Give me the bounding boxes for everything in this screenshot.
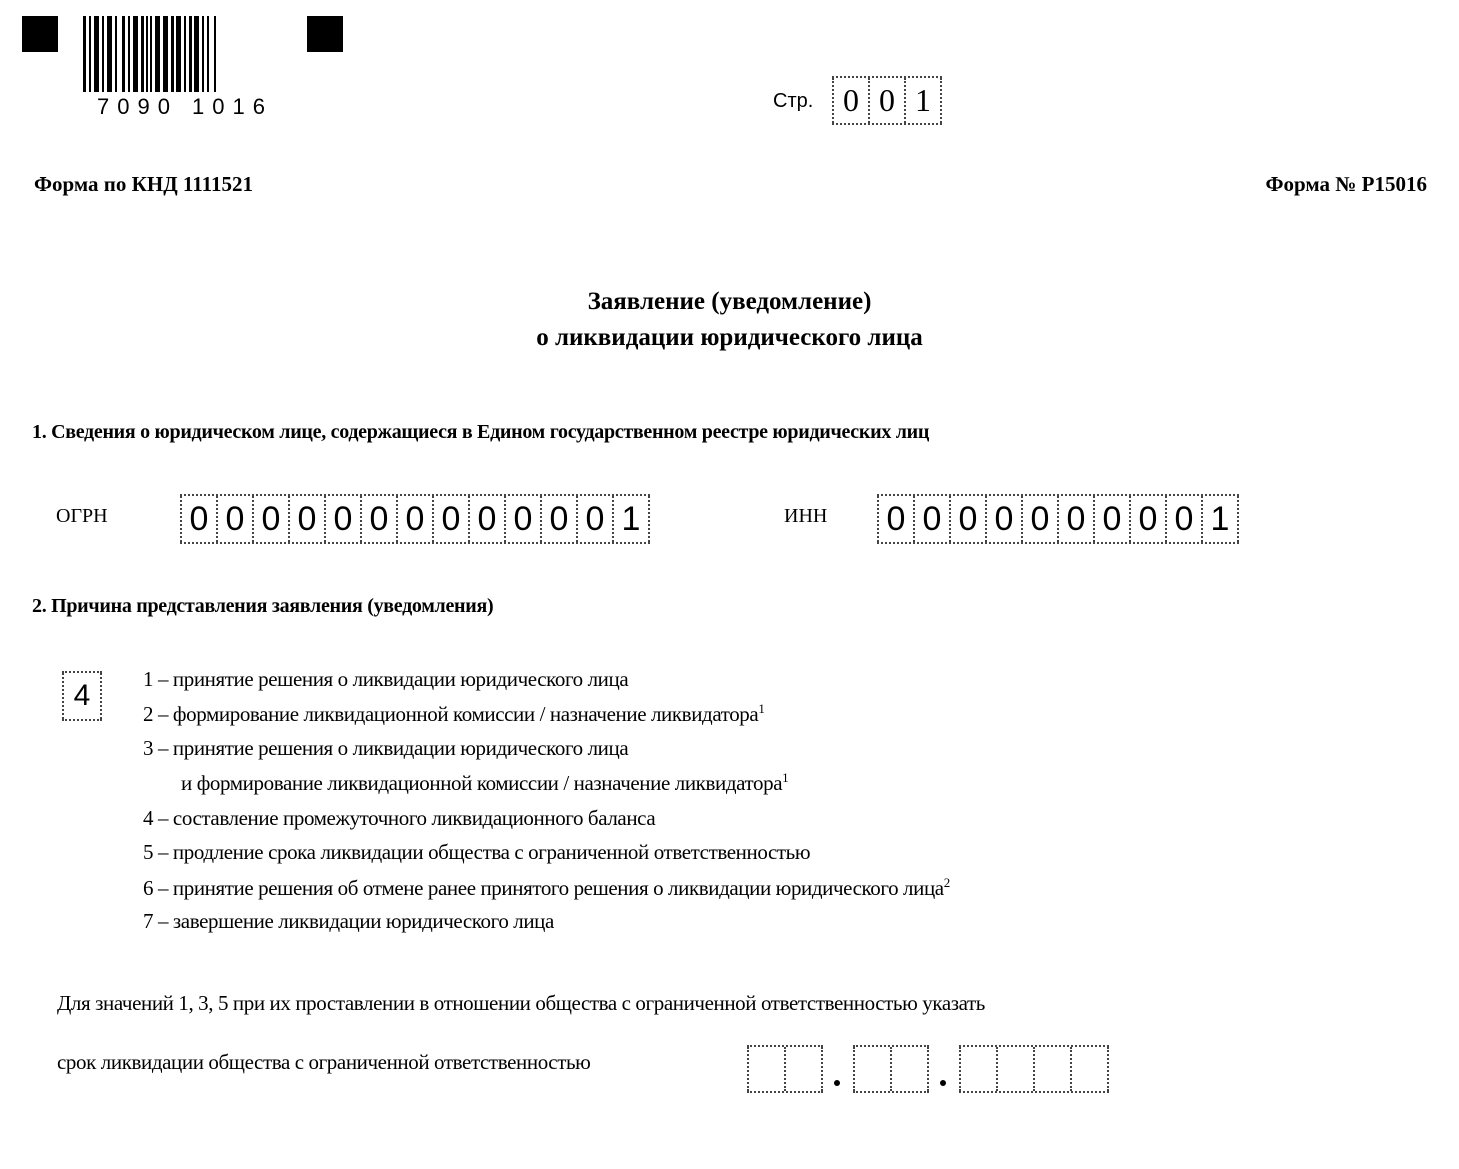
digit-cell: 0 — [324, 496, 360, 542]
day-digit — [784, 1047, 823, 1091]
reason-code-value: 4 — [62, 673, 102, 719]
digit-cell: 0 — [252, 496, 288, 542]
digit-cell: 0 — [288, 496, 324, 542]
page-digit: 0 — [832, 78, 868, 123]
year-digit — [996, 1047, 1033, 1091]
term-day-field[interactable] — [747, 1045, 823, 1093]
digit-cell: 0 — [468, 496, 504, 542]
digit-cell: 1 — [612, 496, 650, 542]
form-knd: Форма по КНД 1111521 — [34, 172, 253, 196]
section-2-heading: 2. Причина представления заявления (уведомления) — [32, 595, 494, 617]
digit-cell: 0 — [1021, 496, 1057, 542]
digit-cell: 0 — [396, 496, 432, 542]
digit-cell: 0 — [504, 496, 540, 542]
footnote-ref: 2 — [943, 875, 950, 890]
page-label: Стр. — [773, 90, 814, 112]
reason-option-2: 2 – формирование ликвидационной комиссии / назначение ликвидатора$^1$ — [143, 701, 765, 726]
date-separator — [834, 1080, 840, 1086]
digit-cell: 0 — [877, 496, 913, 542]
inn-field[interactable] — [877, 494, 1239, 544]
footnote-ref: 1 — [782, 770, 789, 785]
reason-option-4: 4 – составление промежуточного ликвидационного баланса — [143, 806, 656, 830]
digit-cell: 0 — [360, 496, 396, 542]
digit-cell: 0 — [913, 496, 949, 542]
ogrn-field[interactable] — [180, 494, 650, 544]
year-digit — [959, 1047, 996, 1091]
digit-cell: 1 — [1201, 496, 1239, 542]
digit-cell: 0 — [540, 496, 576, 542]
digit-cell: 0 — [1165, 496, 1201, 542]
page-digit: 0 — [868, 78, 904, 123]
reason-option-1: 1 – принятие решения о ликвидации юридического лица — [143, 667, 629, 691]
page-number-field[interactable] — [832, 76, 942, 125]
reason-option-5: 5 – продление срока ликвидации общества с ограниченной ответственностью — [143, 840, 811, 864]
barcode — [83, 16, 218, 92]
page-digit: 1 — [904, 78, 942, 123]
reason-option-6: 6 – принятие решения об отмене ранее принятого решения о ликвидации юридического лица$^2$ — [143, 875, 950, 900]
document-title — [0, 284, 1459, 356]
digit-cell: 0 — [949, 496, 985, 542]
digit-cell: 0 — [576, 496, 612, 542]
day-digit — [747, 1047, 784, 1091]
reason-option-3-cont: и формирование ликвидационной комиссии / назначение ликвидатора$^1$ — [181, 770, 789, 795]
date-separator — [940, 1080, 946, 1086]
month-digit — [853, 1047, 890, 1091]
digit-cell: 0 — [1057, 496, 1093, 542]
digit-cell: 0 — [985, 496, 1021, 542]
reason-option-3: 3 – принятие решения о ликвидации юридического лица — [143, 736, 629, 760]
digit-cell: 0 — [432, 496, 468, 542]
term-year-field[interactable] — [959, 1045, 1109, 1093]
ogrn-label: ОГРН — [56, 505, 108, 527]
corner-marker-left — [22, 16, 58, 52]
year-digit — [1070, 1047, 1109, 1091]
title-line-1: Заявление (уведомление) — [587, 288, 872, 315]
form-number: Форма № Р15016 — [1265, 172, 1427, 196]
title-line-2: о ликвидации юридического лица — [536, 324, 923, 351]
barcode-number: 7090 1016 — [97, 94, 273, 119]
reason-option-7: 7 – завершение ликвидации юридического лица — [143, 909, 554, 933]
digit-cell: 0 — [1093, 496, 1129, 542]
corner-marker-right — [307, 16, 343, 52]
digit-cell: 0 — [216, 496, 252, 542]
year-digit — [1033, 1047, 1070, 1091]
month-digit — [890, 1047, 929, 1091]
term-month-field[interactable] — [853, 1045, 929, 1093]
barcode-gap — [216, 16, 218, 92]
section-1-heading: 1. Сведения о юридическом лице, содержащиеся в Едином государственном реестре юридических лиц — [32, 421, 930, 443]
term-label: срок ликвидации общества с ограниченной ответственностью — [57, 1050, 591, 1074]
digit-cell: 0 — [1129, 496, 1165, 542]
digit-cell: 0 — [180, 496, 216, 542]
footnote-ref: 1 — [758, 701, 765, 716]
inn-label: ИНН — [784, 505, 828, 527]
reason-code-field[interactable] — [62, 671, 102, 721]
term-note: Для значений 1, 3, 5 при их проставлении в отношении общества с ограниченной ответственностью указать — [57, 991, 985, 1015]
